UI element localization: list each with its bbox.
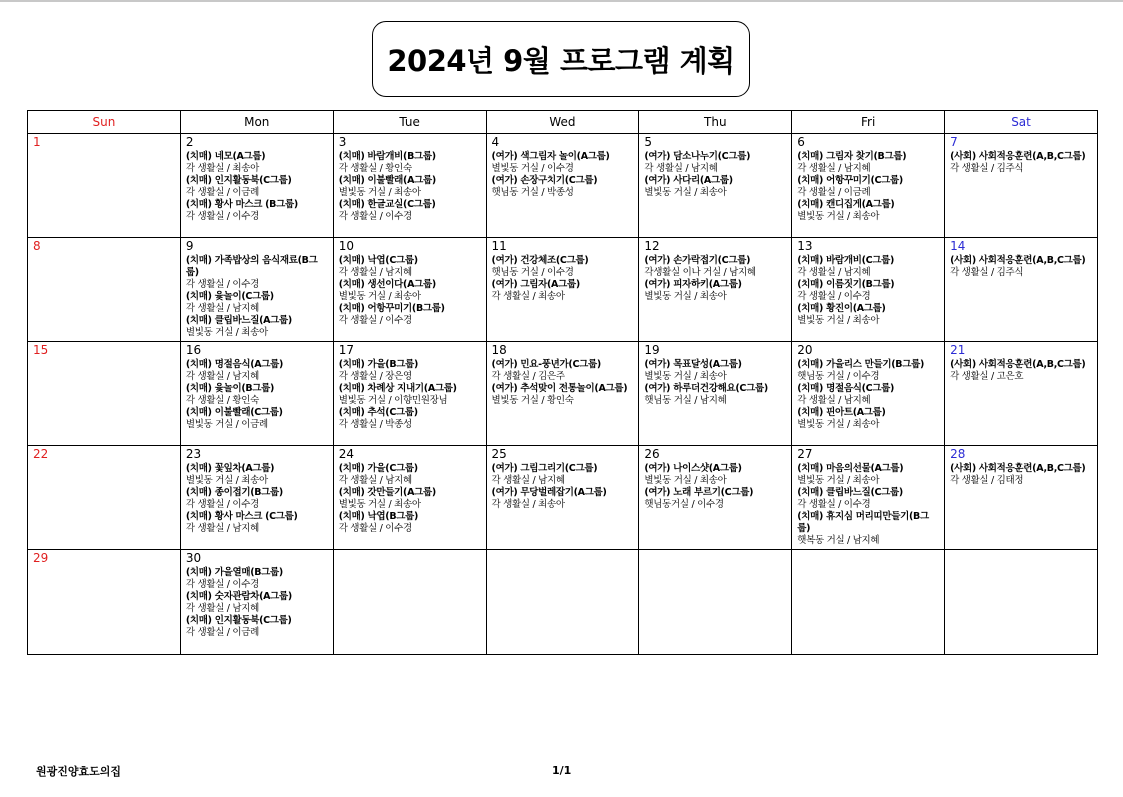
program-location-staff: 햇님동 거실 / 박종성 <box>491 187 574 198</box>
day-cell <box>639 238 792 342</box>
day-number: 16 <box>185 343 202 357</box>
program-title: (치매) 이불빨래(C그룹) <box>185 407 283 418</box>
day-cell <box>945 134 1098 238</box>
day-cell <box>28 446 181 550</box>
day-cell <box>945 342 1098 446</box>
day-cell <box>792 550 945 655</box>
program-title: (여가) 무당벌레잡기(A그룹) <box>491 487 607 498</box>
program-title: (치매) 윷놀이(B그룹) <box>185 383 275 394</box>
program-location-staff: 별빛동 거실 / 최송아 <box>797 475 880 486</box>
program-title: (치매) 가을(C그룹) <box>338 463 418 474</box>
program-title: (여가) 그림그리기(C그룹) <box>491 463 598 474</box>
program-title: (치매) 명절음식(C그룹) <box>797 383 895 394</box>
day-cell <box>180 134 333 238</box>
day-cell <box>945 446 1098 550</box>
program-location-staff: 별빛동 거실 / 최송아 <box>338 187 421 198</box>
day-cell <box>333 342 486 446</box>
program-title: (여가) 하루더건강해요(C그룹) <box>644 383 768 394</box>
program-title: (치매) 휴지심 머리띠만들기(B그룹) <box>797 511 929 534</box>
program-location-staff: 각 생활실 / 최송아 <box>491 499 565 510</box>
day-number: 29 <box>33 551 49 565</box>
program-title: (치매) 핀아트(A그룹) <box>797 407 886 418</box>
program-title: (치매) 바람개비(C그룹) <box>797 255 895 266</box>
day-number: 3 <box>338 135 347 149</box>
day-number: 8 <box>33 239 41 253</box>
program-title: (치매) 명절음식(A그룹) <box>185 359 284 370</box>
program-location-staff: 각 생활실 / 이수경 <box>797 499 871 510</box>
weekday-header-fri: Fri <box>792 111 945 134</box>
program-location-staff: 각 생활실 / 김주식 <box>950 267 1024 278</box>
day-cell <box>486 134 639 238</box>
day-cell <box>28 342 181 446</box>
program-location-staff: 각 생활실 / 남지혜 <box>491 475 565 486</box>
day-cell <box>486 342 639 446</box>
program-title: (치매) 황사 마스크 (C그룹) <box>185 511 298 522</box>
program-location-staff: 별빛동 거실 / 최송아 <box>644 475 727 486</box>
page-title: 2024년 9월 프로그램 계획 <box>372 21 750 97</box>
program-title: (치매) 추석(C그룹) <box>338 407 418 418</box>
day-cell <box>333 134 486 238</box>
program-location-staff: 각생활실 이나 거실 / 남지혜 <box>644 267 756 278</box>
program-location-staff: 각 생활실 / 이수경 <box>185 211 260 222</box>
calendar-week-row <box>28 446 1098 550</box>
day-number: 17 <box>338 343 354 357</box>
day-number: 24 <box>338 447 354 461</box>
program-location-staff: 별빛동 거실 / 황인숙 <box>491 395 574 406</box>
program-location-staff: 별빛동 거실 / 최송아 <box>644 291 727 302</box>
day-number: 19 <box>644 343 660 357</box>
program-title: (치매) 윷놀이(C그룹) <box>185 291 274 302</box>
day-number: 7 <box>950 135 958 149</box>
page-number: 1/1 <box>552 764 572 777</box>
program-title: (치매) 낙엽(C그룹) <box>338 255 418 266</box>
calendar-week-row <box>28 550 1098 655</box>
program-title: (치매) 생선이다(A그룹) <box>338 279 436 290</box>
program-location-staff: 각 생활실 / 남지혜 <box>185 303 260 314</box>
program-title: (여가) 피자하키(A그룹) <box>644 279 742 290</box>
day-number: 10 <box>338 239 354 253</box>
weekday-header-row <box>28 111 1098 134</box>
day-cell <box>28 134 181 238</box>
program-location-staff: 별빛동 거실 / 이향민원장님 <box>338 395 448 406</box>
calendar-week-row <box>28 238 1098 342</box>
program-title: (치매) 가을리스 만들기(B그룹) <box>797 359 924 370</box>
program-title: (치매) 마음의선물(A그룹) <box>797 463 904 474</box>
program-title: (여가) 그림자(A그룹) <box>491 279 580 290</box>
day-number: 14 <box>950 239 966 253</box>
program-location-staff: 별빛동 거실 / 최송아 <box>797 315 880 326</box>
program-location-staff: 각 생활실 / 이수경 <box>797 291 871 302</box>
day-cell <box>945 238 1098 342</box>
program-location-staff: 각 생활실 / 남지혜 <box>185 523 260 534</box>
program-location-staff: 각 생활실 / 이수경 <box>338 211 412 222</box>
day-cell <box>945 550 1098 655</box>
program-location-staff: 각 생활실 / 이수경 <box>338 523 412 534</box>
program-location-staff: 햇님동 거실 / 남지혜 <box>644 395 727 406</box>
day-cell <box>28 238 181 342</box>
program-location-staff: 별빛동 거실 / 최송아 <box>644 371 727 382</box>
weekday-header-thu: Thu <box>639 111 792 134</box>
day-cell <box>639 342 792 446</box>
day-number: 23 <box>185 447 202 461</box>
program-location-staff: 햇복동 거실 / 남지혜 <box>797 535 880 546</box>
program-location-staff: 각 생활실 / 최송아 <box>491 291 565 302</box>
day-number: 20 <box>797 343 813 357</box>
day-number: 6 <box>797 135 805 149</box>
weekday-header-sat: Sat <box>945 111 1098 134</box>
program-location-staff: 각 생활실 / 김주식 <box>950 163 1024 174</box>
day-number: 12 <box>644 239 660 253</box>
day-cell <box>486 238 639 342</box>
day-cell <box>639 446 792 550</box>
program-location-staff: 각 생활실 / 황인숙 <box>338 163 412 174</box>
day-cell <box>486 550 639 655</box>
program-location-staff: 각 생활실 / 남지혜 <box>338 475 412 486</box>
program-title: (치매) 숫자관람차(A그룹) <box>185 591 292 602</box>
day-cell <box>792 238 945 342</box>
day-number: 21 <box>950 343 966 357</box>
day-cell <box>180 238 333 342</box>
program-location-staff: 별빛동 거실 / 최송아 <box>338 499 421 510</box>
program-location-staff: 각 생활실 / 박종성 <box>338 419 412 430</box>
day-number: 2 <box>185 135 194 149</box>
program-title: (치매) 이름짓기(B그룹) <box>797 279 895 290</box>
program-location-staff: 각 생활실 / 최송아 <box>185 163 260 174</box>
program-title: (치매) 어항꾸미기(B그룹) <box>338 303 445 314</box>
program-location-staff: 햇님동거실 / 이수경 <box>644 499 724 510</box>
program-location-staff: 각 생활실 / 남지혜 <box>185 371 260 382</box>
program-location-staff: 별빛동 거실 / 최송아 <box>644 187 727 198</box>
program-location-staff: 별빛동 거실 / 최송아 <box>338 291 421 302</box>
program-title: (치매) 인지활동북(C그룹) <box>185 175 292 186</box>
program-title: (여가) 담소나누기(C그룹) <box>644 151 751 162</box>
program-title: (여가) 손장구치기(C그룹) <box>491 175 598 186</box>
program-location-staff: 별빛동 거실 / 최송아 <box>797 211 880 222</box>
day-number: 27 <box>797 447 813 461</box>
program-title: (여가) 건강체조(C그룹) <box>491 255 589 266</box>
weekday-header-sun: Sun <box>28 111 181 134</box>
program-title: (사회) 사회적응훈련(A,B,C그룹) <box>950 463 1086 474</box>
program-title: (치매) 한글교실(C그룹) <box>338 199 436 210</box>
program-title: (치매) 차례상 지내기(A그룹) <box>338 383 457 394</box>
day-number: 5 <box>644 135 653 149</box>
calendar-week-row <box>28 134 1098 238</box>
day-cell <box>792 134 945 238</box>
day-number: 30 <box>185 551 202 565</box>
program-location-staff: 각 생활실 / 남지혜 <box>185 603 260 614</box>
program-title: (치매) 네모(A그룹) <box>185 151 266 162</box>
day-cell <box>333 550 486 655</box>
program-location-staff: 각 생활실 / 이수경 <box>185 279 260 290</box>
program-title: (여가) 손가락접기(C그룹) <box>644 255 751 266</box>
program-title: (치매) 황사 마스크 (B그룹) <box>185 199 298 210</box>
program-location-staff: 각 생활실 / 남지혜 <box>797 395 871 406</box>
calendar-body <box>28 134 1098 655</box>
day-cell <box>486 446 639 550</box>
program-location-staff: 각 생활실 / 이금례 <box>797 187 871 198</box>
program-location-staff: 별빛동 거실 / 최송아 <box>797 419 880 430</box>
program-location-staff: 햇님동 거실 / 이수경 <box>797 371 880 382</box>
program-title: (여가) 민요-풍년가(C그룹) <box>491 359 601 370</box>
program-title: (치매) 황진이(A그룹) <box>797 303 886 314</box>
weekday-header-mon: Mon <box>180 111 333 134</box>
calendar-table <box>27 110 1098 655</box>
day-cell <box>333 238 486 342</box>
program-title: (여가) 사다리(A그룹) <box>644 175 733 186</box>
day-number: 4 <box>491 135 500 149</box>
day-number: 26 <box>644 447 660 461</box>
day-number: 1 <box>33 135 41 149</box>
program-location-staff: 각 생활실 / 남지혜 <box>338 267 412 278</box>
program-location-staff: 별빛동 거실 / 이수경 <box>491 163 574 174</box>
weekday-header-tue: Tue <box>333 111 486 134</box>
program-location-staff: 각 생활실 / 이금례 <box>185 627 260 638</box>
program-location-staff: 각 생활실 / 남지혜 <box>644 163 718 174</box>
program-location-staff: 각 생활실 / 김태정 <box>950 475 1024 486</box>
program-location-staff: 각 생활실 / 이수경 <box>338 315 412 326</box>
day-cell <box>180 550 333 655</box>
program-title: (치매) 클립바느질(C그룹) <box>797 487 903 498</box>
program-title: (여가) 노래 부르기(C그룹) <box>644 487 754 498</box>
day-cell <box>180 342 333 446</box>
day-number: 25 <box>491 447 507 461</box>
day-cell <box>792 342 945 446</box>
organization-name: 원광진양효도의집 <box>36 765 122 778</box>
program-location-staff: 각 생활실 / 김은주 <box>491 371 565 382</box>
day-cell <box>180 446 333 550</box>
day-number: 18 <box>491 343 507 357</box>
day-cell <box>28 550 181 655</box>
program-location-staff: 햇님동 거실 / 이수경 <box>491 267 574 278</box>
day-cell <box>333 446 486 550</box>
program-title: (치매) 그림자 찾기(B그룹) <box>797 151 907 162</box>
program-title: (치매) 가을(B그룹) <box>338 359 419 370</box>
program-title: (치매) 꽃잎차(A그룹) <box>185 463 275 474</box>
day-cell <box>639 550 792 655</box>
program-location-staff: 각 생활실 / 이수경 <box>185 499 260 510</box>
program-title: (치매) 낙엽(B그룹) <box>338 511 419 522</box>
program-title: (치매) 종이접기(B그룹) <box>185 487 283 498</box>
program-title: (치매) 어항꾸미기(C그룹) <box>797 175 903 186</box>
program-location-staff: 각 생활실 / 이금례 <box>185 187 260 198</box>
program-location-staff: 별빛동 거실 / 이금례 <box>185 419 268 430</box>
program-title: (사회) 사회적응훈련(A,B,C그룹) <box>950 255 1086 266</box>
program-title: (여가) 색그림자 놀이(A그룹) <box>491 151 610 162</box>
program-title: (여가) 나이스샷(A그룹) <box>644 463 742 474</box>
day-number: 22 <box>33 447 49 461</box>
program-title: (치매) 갓만들기(A그룹) <box>338 487 436 498</box>
program-location-staff: 각 생활실 / 고은호 <box>950 371 1024 382</box>
day-cell <box>792 446 945 550</box>
program-location-staff: 각 생활실 / 남지혜 <box>797 267 871 278</box>
calendar-week-row <box>28 342 1098 446</box>
program-title: (여가) 추석맞이 전통놀이(A그룹) <box>491 383 628 394</box>
program-title: (사회) 사회적응훈련(A,B,C그룹) <box>950 151 1086 162</box>
day-number: 11 <box>491 239 507 253</box>
program-location-staff: 별빛동 거실 / 최송아 <box>185 327 268 338</box>
day-number: 13 <box>797 239 813 253</box>
program-title: (치매) 클립바느질(A그룹) <box>185 315 292 326</box>
program-title: (치매) 가을열매(B그룹) <box>185 567 283 578</box>
day-number: 28 <box>950 447 966 461</box>
day-cell <box>639 134 792 238</box>
weekday-header-wed: Wed <box>486 111 639 134</box>
program-location-staff: 각 생활실 / 남지혜 <box>797 163 871 174</box>
program-location-staff: 각 생활실 / 장은영 <box>338 371 412 382</box>
program-title: (사회) 사회적응훈련(A,B,C그룹) <box>950 359 1086 370</box>
program-location-staff: 별빛동 거실 / 최송아 <box>185 475 268 486</box>
day-number: 15 <box>33 343 49 357</box>
program-location-staff: 각 생활실 / 이수경 <box>185 579 260 590</box>
program-title: (치매) 바람개비(B그룹) <box>338 151 436 162</box>
program-location-staff: 각 생활실 / 황인숙 <box>185 395 260 406</box>
program-title: (치매) 가족밥상의 음식재료(B그룹) <box>185 255 318 278</box>
program-title: (여가) 목표달성(A그룹) <box>644 359 742 370</box>
day-number: 9 <box>185 239 194 253</box>
program-title: (치매) 캔디집게(A그룹) <box>797 199 895 210</box>
program-title: (치매) 이불빨래(A그룹) <box>338 175 436 186</box>
program-title: (치매) 인지활동북(C그룹) <box>185 615 292 626</box>
